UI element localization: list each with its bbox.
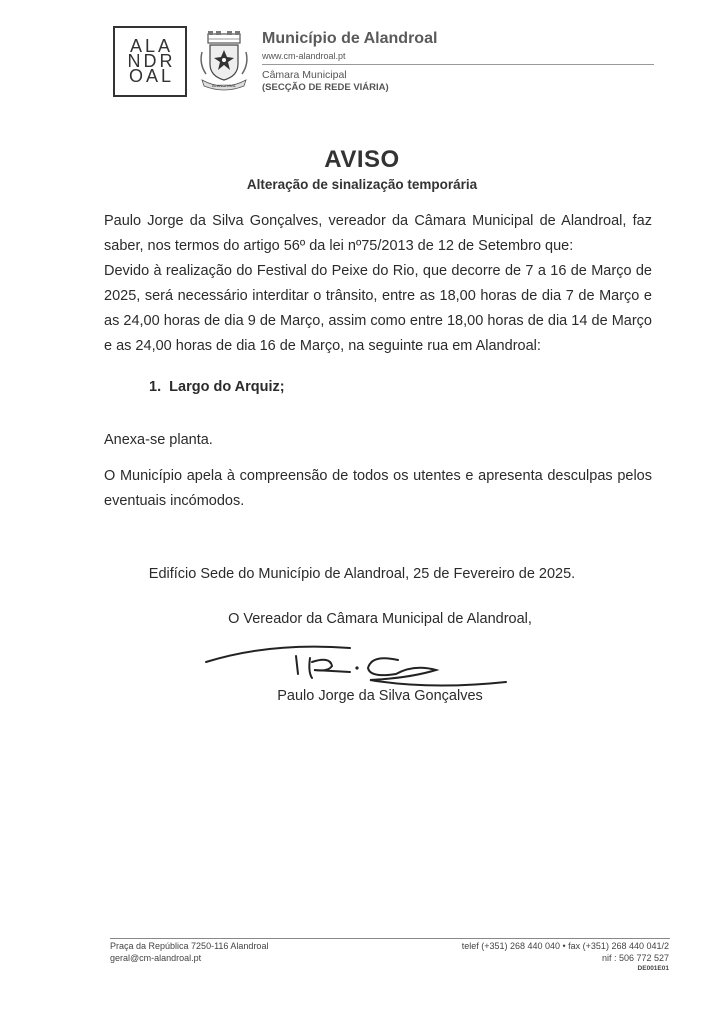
municipality-name: Município de Alandroal [262, 30, 438, 47]
annex-note: Anexa-se planta. [104, 432, 213, 448]
closure-paragraph [104, 259, 652, 359]
closure-line-3: as 24,00 horas de dia 9 de Março, assim como entre 18,00 horas de dia 14 de Março [104, 313, 652, 329]
apology-paragraph [104, 464, 652, 514]
footer-address: Praça da República 7250-116 Alandroal [110, 941, 269, 951]
handwritten-signature [200, 638, 520, 694]
closure-line-4: e as 24,00 horas de dia 16 de Março, na seguinte rua em Alandroal: [104, 338, 541, 354]
footer-nif: nif : 506 772 527 [601, 953, 669, 963]
notice-title: AVISO [324, 146, 400, 173]
signer-role: O Vereador da Câmara Municipal de Alandroal, [228, 611, 532, 627]
website-url: www.cm-alandroal.pt [262, 51, 346, 61]
footer-divider [110, 938, 670, 939]
closure-line-1: Devido à realização do Festival do Peixe do Rio, que decorre de 7 a 16 de Março de [104, 263, 652, 279]
street-list-item [149, 379, 285, 395]
list-number: 1. [149, 379, 170, 395]
street-name: Largo do Arquiz; [169, 379, 285, 395]
crest-ribbon-text: ALANDROAL [211, 83, 237, 88]
place-and-date: Edifício Sede do Município de Alandroal, 25 de Fevereiro de 2025. [148, 566, 576, 582]
footer-contact-right [380, 940, 669, 973]
municipality-wordmark-logo [113, 26, 187, 97]
logo-line-3: OAL [128, 66, 175, 86]
footer-document-code: DE001E01 [637, 965, 669, 972]
intro-line-2: saber, nos termos do artigo 56º da lei nº75/2013 de 12 de Setembro que: [104, 238, 574, 254]
coat-of-arms-icon [196, 30, 252, 92]
header-divider [262, 64, 654, 65]
footer-contact-left [110, 940, 268, 964]
section-name: (SECÇÃO DE REDE VIÁRIA) [262, 82, 389, 93]
logo-line-2: NDR [127, 51, 176, 71]
intro-line-1: Paulo Jorge da Silva Gonçalves, vereador da Câmara Municipal de Alandroal, faz [104, 213, 652, 229]
logo-line-1: ALA [129, 36, 174, 56]
signer-name: Paulo Jorge da Silva Gonçalves [277, 688, 483, 704]
apology-line-1: O Município apela à compreensão de todos os utentes e apresenta desculpas pelos [104, 468, 652, 484]
notice-subtitle: Alteração de sinalização temporária [246, 177, 478, 192]
apology-line-2: eventuais incómodos. [104, 493, 245, 509]
council-name: Câmara Municipal [262, 69, 347, 81]
closure-line-2: 2025, será necessário interditar o trânsito, entre as 18,00 horas de dia 7 de Março e [104, 288, 652, 304]
footer-phones: telef (+351) 268 440 040 • fax (+351) 268 440 041/2 [461, 941, 669, 951]
intro-paragraph [104, 209, 652, 259]
footer-email: geral@cm-alandroal.pt [110, 953, 202, 963]
